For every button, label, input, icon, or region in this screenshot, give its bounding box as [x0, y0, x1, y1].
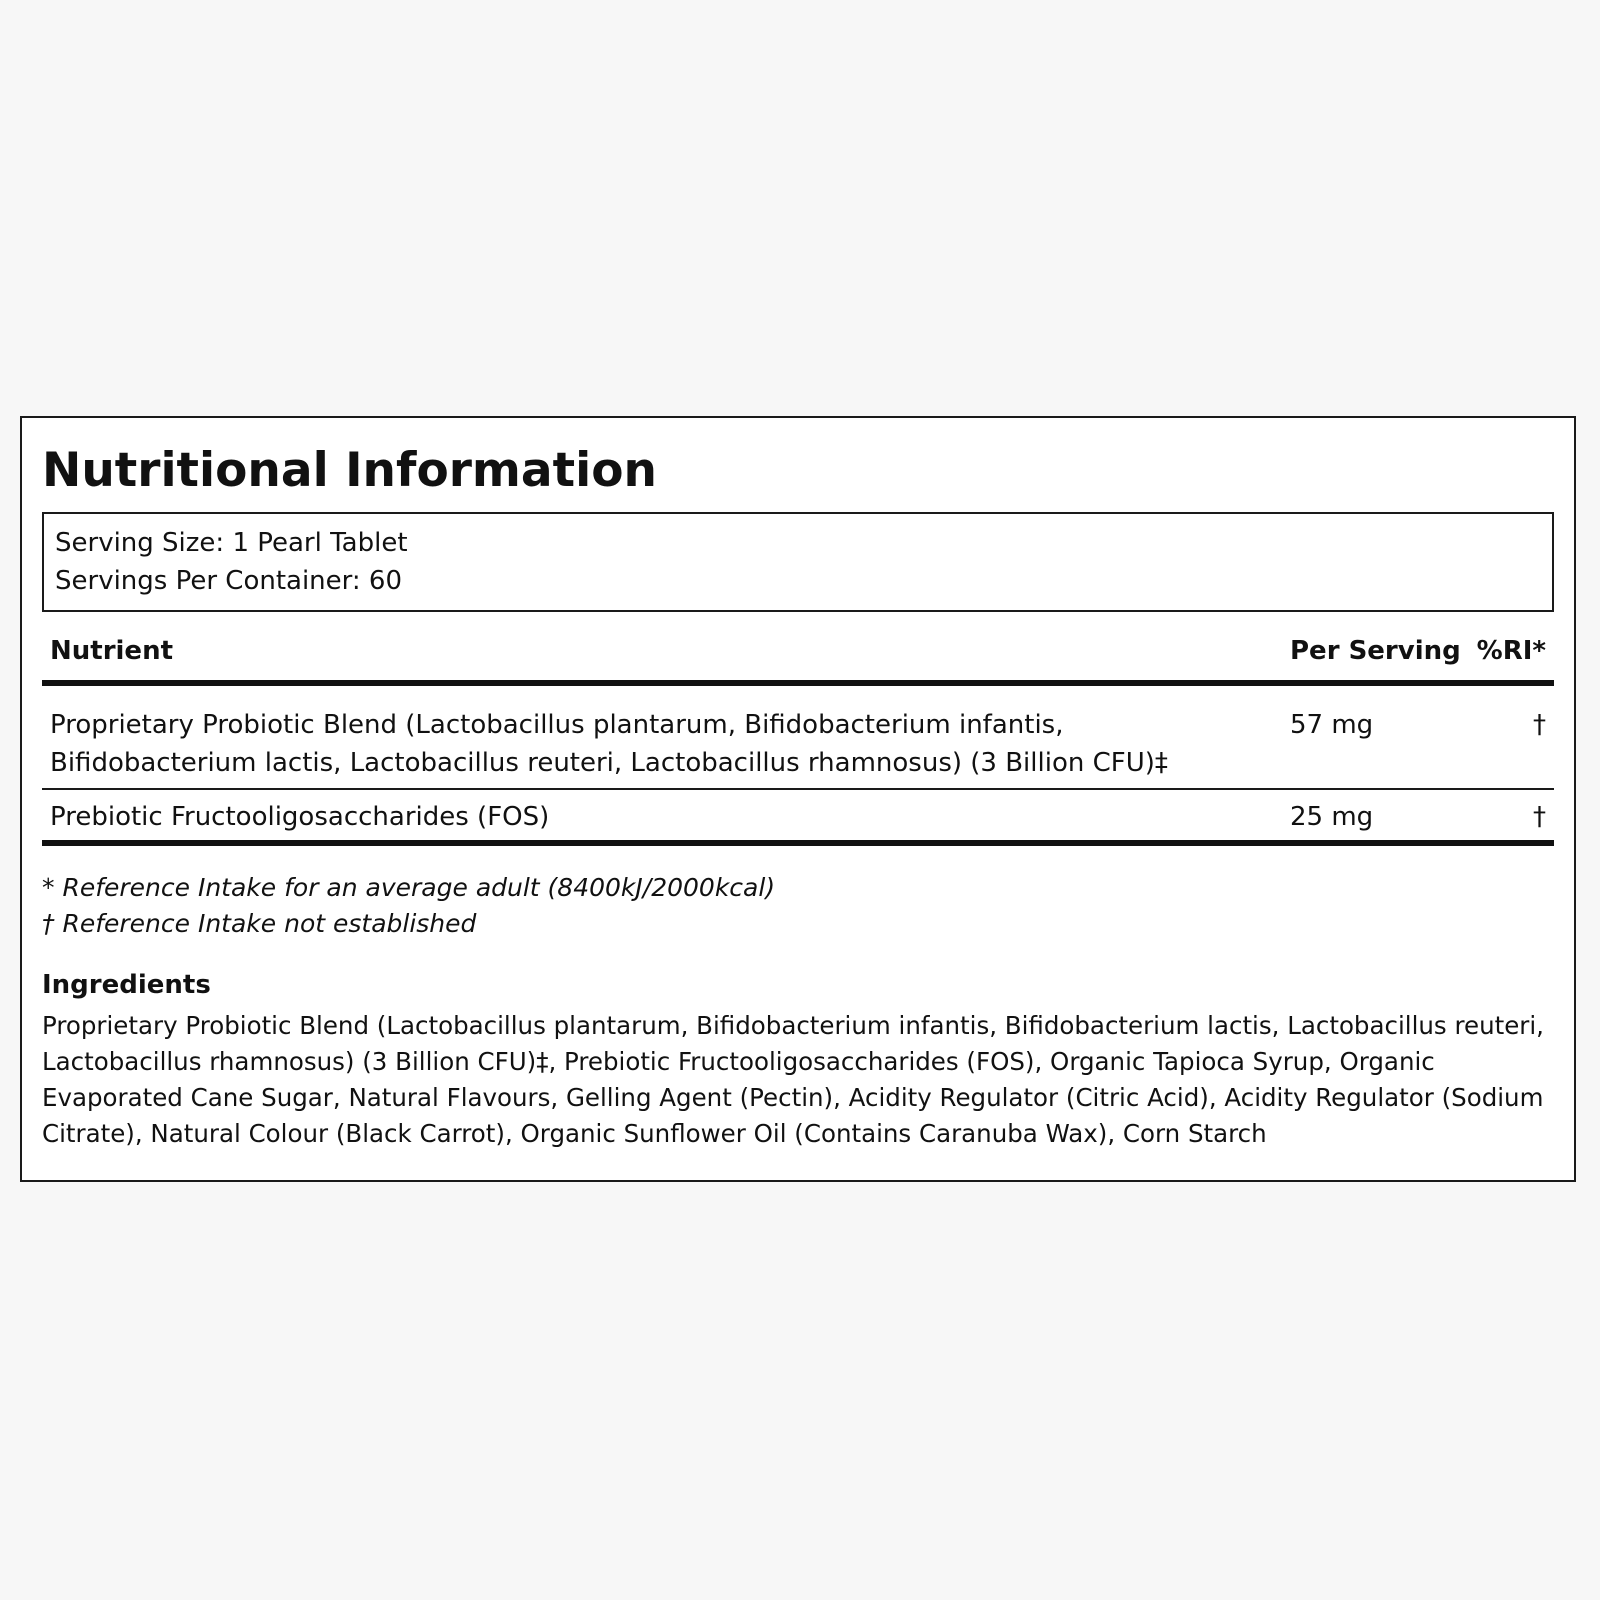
panel-title: Nutritional Information [42, 443, 657, 498]
header-per-serving: Per Serving [1282, 634, 1432, 683]
table-row [42, 683, 1554, 789]
table-row [42, 789, 1554, 843]
footnote-reference-intake: * Reference Intake for an average adult (8400kJ/2000kcal) [42, 873, 776, 902]
header-ri: %RI* [1432, 634, 1554, 683]
header-nutrient: Nutrient [42, 634, 1282, 683]
nutrient-per-serving: 57 mg [1282, 683, 1432, 789]
ingredients-text: Proprietary Probiotic Blend (Lactobacillus plantarum, Bifidobacterium infantis, Bifidobacterium lactis, Lactobacillus reuteri, Lactobacillus rhamnosus) (3 Billion CFU)‡, Prebiotic Fructooligosaccharides (FOS), Organic Tapioca Syrup, Organic Evaporated Cane Sugar, Natural Flavours, Gelling Agent (Pectin), Acidity Regulator (Citric Acid), Acidity Regulator (Sodium Citrate), Natural Colour (Black Carrot), Organic Sunflower Oil (Contains Caranuba Wax), Corn Starch [42, 1011, 1544, 1148]
nutrient-name: Proprietary Probiotic Blend (Lactobacillus plantarum, Bifidobacterium infantis, Bifidobacterium lactis, Lactobacillus reuteri, Lactobacillus rhamnosus) (3 Billion CFU)‡ [42, 683, 1282, 789]
nutrient-ri: † [1432, 683, 1554, 789]
footnote-not-established: † Reference Intake not established [42, 909, 477, 938]
footnotes [42, 870, 1554, 942]
serving-info-box [42, 512, 1554, 612]
ingredients-heading: Ingredients [42, 970, 211, 1000]
nutrition-panel [20, 416, 1576, 1182]
nutrient-table-header [42, 634, 1554, 683]
nutrient-name: Prebiotic Fructooligosaccharides (FOS) [42, 789, 1282, 843]
nutrient-table [42, 634, 1554, 846]
nutrient-per-serving: 25 mg [1282, 789, 1432, 843]
serving-size: Serving Size: 1 Pearl Tablet [55, 528, 408, 558]
nutrient-ri: † [1432, 789, 1554, 843]
servings-per-container: Servings Per Container: 60 [55, 566, 403, 596]
